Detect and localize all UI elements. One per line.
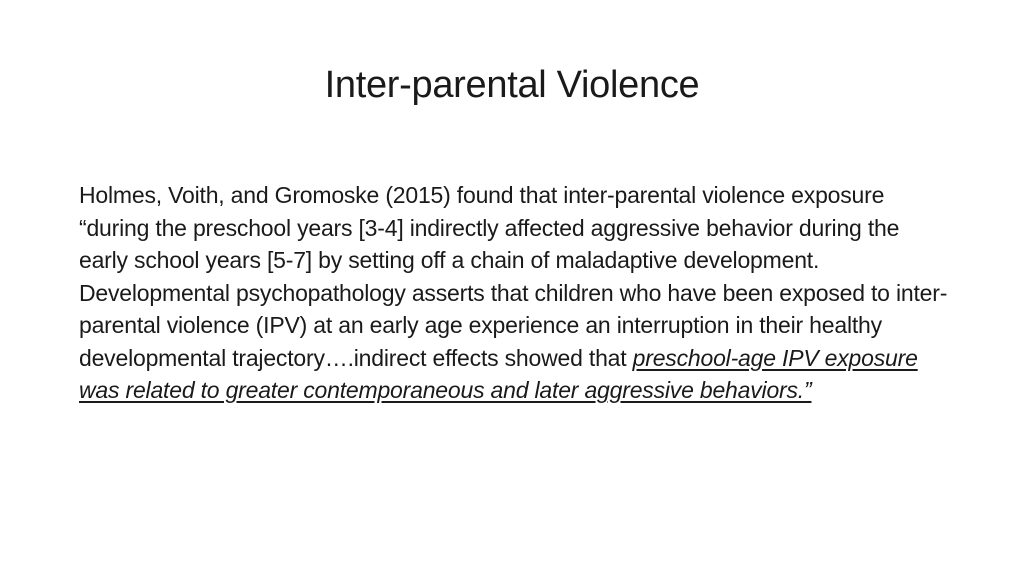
body-text: Holmes, Voith, and Gromoske (2015) found that inter-parental violence exposure “during the preschool years [3-4] indirectly affected aggressive behavior during the early school years [5-7] by setting off a chain of maladaptive development. Developmental psychopathology asserts that children who have been exposed to inter-parental violence (IPV) at an early age experience an interruption in their healthy developmental trajectory….indirect effects showed that	[79, 182, 948, 371]
slide-title: Inter-parental Violence	[324, 64, 700, 107]
body-emphasis-text: preschool-age IPV exposure was related to greater contemporaneous and later aggressive behaviors.”	[79, 344, 918, 403]
slide-body-paragraph	[79, 179, 949, 407]
